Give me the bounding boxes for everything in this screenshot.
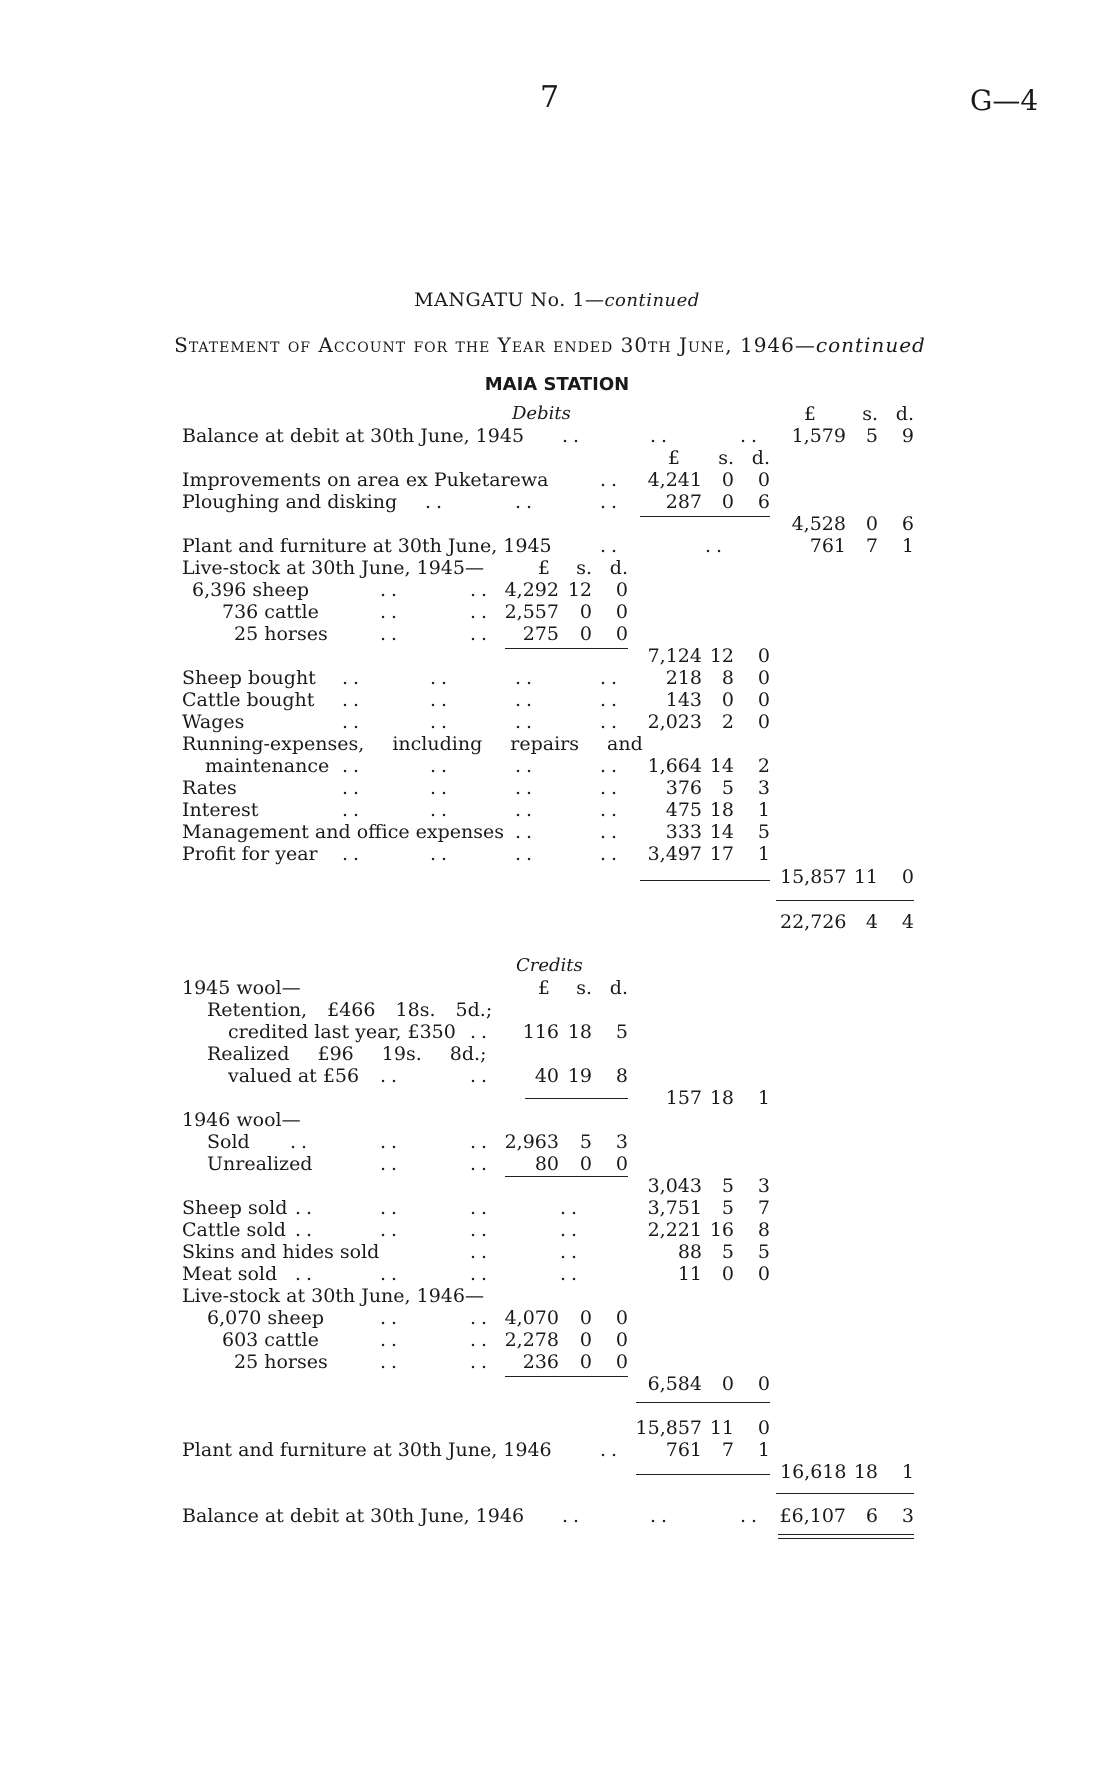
amount-pence: 0	[757, 667, 770, 689]
leader-dots: ..	[430, 777, 453, 799]
leader-dots: ..	[295, 1197, 318, 1219]
amount-shillings: 18	[853, 1461, 878, 1483]
livestock-1946-total-row	[0, 1373, 1114, 1395]
amount-pence: 1	[901, 1461, 914, 1483]
leader-dots: ..	[430, 755, 453, 777]
amount-pence: 7	[757, 1197, 770, 1219]
leader-dots: ..	[515, 799, 538, 821]
leader-dots: ..	[515, 711, 538, 733]
realized-label-cont: valued at £56	[228, 1065, 360, 1087]
amount-pence: 0	[901, 866, 914, 888]
livestock-item-label: 6,396 sheep	[192, 579, 310, 601]
leader-dots: ..	[470, 1351, 493, 1373]
retention-row	[0, 1021, 1114, 1043]
leader-dots: ..	[600, 755, 623, 777]
plant-1945-row	[0, 535, 1114, 557]
amount-shillings: 12	[709, 645, 734, 667]
leader-dots: ..	[600, 689, 623, 711]
amount-shillings: 12	[567, 579, 592, 601]
amount-shillings: 4	[865, 911, 878, 933]
leader-dots: ..	[515, 491, 538, 513]
col-head-pounds: £	[537, 977, 550, 999]
leader-dots: ..	[560, 1197, 583, 1219]
amount-pounds: 6,584	[647, 1373, 702, 1395]
amount-pence: 0	[757, 645, 770, 667]
amount-pounds: 3,751	[647, 1197, 702, 1219]
col-head-pence: d.	[609, 977, 628, 999]
amount-pounds: 15,857	[635, 1417, 702, 1439]
amount-shillings: 5	[579, 1131, 592, 1153]
leader-dots: ..	[650, 425, 673, 447]
amount-pence: 0	[757, 711, 770, 733]
amount-shillings: 18	[709, 799, 734, 821]
amount-pounds: 80	[534, 1153, 559, 1175]
leader-dots: ..	[380, 623, 403, 645]
amount-pounds: 2,023	[647, 711, 702, 733]
leader-dots: ..	[562, 425, 585, 447]
livestock-1946-item	[0, 1351, 1114, 1373]
amount-pounds: 1,579	[791, 425, 846, 447]
sale-label: Meat sold	[182, 1263, 278, 1285]
improvements-total-row	[0, 513, 1114, 535]
leader-dots: ..	[380, 1329, 403, 1351]
expense-label: Rates	[182, 777, 237, 799]
leader-dots: ..	[470, 579, 493, 601]
leader-dots: ..	[380, 1263, 403, 1285]
leader-dots: ..	[430, 711, 453, 733]
running-expenses-row	[0, 755, 1114, 777]
sale-row	[0, 1241, 1114, 1263]
amount-pounds: 2,278	[504, 1329, 559, 1351]
amount-pence: 0	[615, 601, 628, 623]
credits-subtotal-row	[0, 1417, 1114, 1439]
leader-dots: ..	[740, 425, 763, 447]
amount-pounds: 4,292	[504, 579, 559, 601]
expense-row	[0, 843, 1114, 865]
livestock-item-label: 25 horses	[234, 1351, 328, 1373]
livestock-1945-item	[0, 601, 1114, 623]
amount-pounds: 761	[665, 1439, 702, 1461]
leader-dots: ..	[425, 491, 448, 513]
amount-shillings: 14	[709, 821, 734, 843]
leader-dots: ..	[600, 491, 623, 513]
amount-pence: 0	[615, 623, 628, 645]
amount-shillings: 16	[709, 1219, 734, 1241]
report-title-text: MANGATU No. 1—	[414, 289, 605, 311]
leader-dots: ..	[515, 755, 538, 777]
ploughing-label: Ploughing and disking	[182, 491, 398, 513]
debits-inner-column-headings	[0, 447, 1114, 469]
amount-pounds: 3,497	[647, 843, 702, 865]
improvements-row	[0, 469, 1114, 491]
expense-row	[0, 777, 1114, 799]
realized-label-row	[0, 1043, 1114, 1065]
retention-label: Retention, £466 18s. 5d.;	[207, 999, 493, 1021]
amount-pence: 3	[757, 777, 770, 799]
livestock-1945-item	[0, 623, 1114, 645]
amount-pence: 4	[901, 911, 914, 933]
debits-heading: Debits	[512, 403, 571, 424]
amount-pounds: 333	[665, 821, 702, 843]
amount-shillings: 0	[721, 689, 734, 711]
livestock-item-label: 736 cattle	[222, 601, 319, 623]
leader-dots: ..	[470, 1153, 493, 1175]
amount-pounds: 4,241	[647, 469, 702, 491]
amount-pence: 1	[757, 1439, 770, 1461]
amount-shillings: 0	[579, 1153, 592, 1175]
amount-shillings: 18	[709, 1087, 734, 1109]
amount-pence: 0	[757, 1373, 770, 1395]
leader-dots: ..	[650, 1505, 673, 1527]
debit-balance-1945-row	[0, 425, 1114, 447]
amount-pence: 0	[757, 1417, 770, 1439]
leader-dots: ..	[515, 843, 538, 865]
livestock-1945-heading-row	[0, 557, 1114, 579]
wool-1946-label: 1946 wool—	[182, 1109, 301, 1131]
amount-shillings: 5	[721, 777, 734, 799]
leader-dots: ..	[342, 689, 365, 711]
leader-dots: ..	[342, 667, 365, 689]
expense-label: Sheep bought	[182, 667, 316, 689]
amount-pence: 3	[757, 1175, 770, 1197]
livestock-1946-label: Live-stock at 30th June, 1946—	[182, 1285, 484, 1307]
wool-1946-item	[0, 1131, 1114, 1153]
leader-dots: ..	[600, 821, 623, 843]
col-head-pounds: £	[537, 557, 550, 579]
amount-shillings: 0	[579, 1329, 592, 1351]
leader-dots: ..	[560, 1263, 583, 1285]
livestock-1946-item	[0, 1329, 1114, 1351]
amount-shillings: 11	[709, 1417, 734, 1439]
leader-dots: ..	[515, 667, 538, 689]
livestock-item-label: 603 cattle	[222, 1329, 319, 1351]
expense-label: Profit for year	[182, 843, 318, 865]
leader-dots: ..	[560, 1241, 583, 1263]
running-expenses-label-cont: maintenance	[205, 755, 330, 777]
report-title-suffix: continued	[604, 290, 700, 311]
amount-pounds: 88	[677, 1241, 702, 1263]
debit-balance-1945-label: Balance at debit at 30th June, 1945	[182, 425, 525, 447]
amount-pence: 5	[757, 1241, 770, 1263]
amount-pence: 0	[757, 469, 770, 491]
running-expenses-label: Running-expenses, including repairs and	[182, 733, 643, 755]
leader-dots: ..	[380, 1153, 403, 1175]
livestock-item-label: 25 horses	[234, 623, 328, 645]
running-expenses-label-row	[0, 733, 1114, 755]
col-head-pence: d.	[895, 403, 914, 425]
amount-pounds: 16,618	[780, 1461, 847, 1483]
amount-pounds: 2,963	[504, 1131, 559, 1153]
amount-pounds: 3,043	[647, 1175, 702, 1197]
amount-shillings: 0	[721, 1263, 734, 1285]
livestock-1945-item	[0, 579, 1114, 601]
leader-dots: ..	[290, 1131, 313, 1153]
plant-1945-label: Plant and furniture at 30th June, 1945	[182, 535, 552, 557]
leader-dots: ..	[295, 1263, 318, 1285]
leader-dots: ..	[342, 799, 365, 821]
col-head-shillings: s.	[576, 557, 592, 579]
amount-shillings: 5	[721, 1175, 734, 1197]
statement-title	[100, 333, 1000, 357]
improvements-label: Improvements on area ex Puketarewa	[182, 469, 549, 491]
realized-label: Realized £96 19s. 8d.;	[207, 1043, 487, 1065]
wool-1945-total-row	[0, 1087, 1114, 1109]
amount-pence: 5	[757, 821, 770, 843]
amount-shillings: 0	[579, 601, 592, 623]
amount-shillings: 6	[865, 1505, 878, 1527]
page-number: 7	[540, 80, 560, 115]
debits-grand-total-row	[0, 911, 1114, 933]
retention-label-cont: credited last year, £350	[228, 1021, 456, 1043]
leader-dots: ..	[342, 843, 365, 865]
sale-label: Skins and hides sold	[182, 1241, 380, 1263]
amount-shillings: 0	[579, 1351, 592, 1373]
amount-pounds: 236	[522, 1351, 559, 1373]
leader-dots: ..	[430, 843, 453, 865]
amount-pounds: 11	[677, 1263, 702, 1285]
leader-dots: ..	[470, 1263, 493, 1285]
wool-1946-total-row	[0, 1175, 1114, 1197]
expense-label: Interest	[182, 799, 259, 821]
credits-heading: Credits	[516, 955, 583, 976]
amount-pence: 2	[757, 755, 770, 777]
amount-pence: 9	[901, 425, 914, 447]
leader-dots: ..	[342, 777, 365, 799]
leader-dots: ..	[705, 535, 728, 557]
amount-shillings: 14	[709, 755, 734, 777]
debits-outer-column-headings	[0, 403, 1114, 425]
leader-dots: ..	[600, 667, 623, 689]
amount-pounds: 2,557	[504, 601, 559, 623]
leader-dots: ..	[470, 1065, 493, 1087]
wool-1946-item	[0, 1153, 1114, 1175]
leader-dots: ..	[380, 1197, 403, 1219]
leader-dots: ..	[562, 1505, 585, 1527]
amount-pence: 6	[901, 513, 914, 535]
livestock-1945-label: Live-stock at 30th June, 1945—	[182, 557, 484, 579]
amount-pounds: 22,726	[780, 911, 847, 933]
amount-pence: 0	[615, 579, 628, 601]
leader-dots: ..	[600, 711, 623, 733]
amount-pounds: 2,221	[647, 1219, 702, 1241]
col-head-shillings: s.	[576, 977, 592, 999]
livestock-1946-heading-row	[0, 1285, 1114, 1307]
debits-subtotal-row	[0, 866, 1114, 888]
amount-pounds: 4,528	[791, 513, 846, 535]
amount-pounds: 7,124	[647, 645, 702, 667]
amount-shillings: 11	[853, 866, 878, 888]
credit-balance-1946-row	[0, 1505, 1114, 1527]
amount-pence: 3	[901, 1505, 914, 1527]
report-title	[0, 289, 1114, 311]
leader-dots: ..	[470, 601, 493, 623]
sale-row	[0, 1263, 1114, 1285]
sale-label: Cattle sold	[182, 1219, 286, 1241]
leader-dots: ..	[470, 1219, 493, 1241]
amount-shillings: 7	[721, 1439, 734, 1461]
leader-dots: ..	[560, 1219, 583, 1241]
amount-shillings: 5	[865, 425, 878, 447]
subtotal-rule	[636, 1402, 770, 1403]
wool-item-label: Unrealized	[207, 1153, 313, 1175]
col-head-shillings: s.	[718, 447, 734, 469]
leader-dots: ..	[430, 667, 453, 689]
amount-shillings: 2	[721, 711, 734, 733]
amount-shillings: 5	[721, 1197, 734, 1219]
amount-pence: 1	[757, 799, 770, 821]
amount-pence: 8	[615, 1065, 628, 1087]
leader-dots: ..	[470, 1197, 493, 1219]
livestock-item-label: 6,070 sheep	[207, 1307, 325, 1329]
leader-dots: ..	[342, 755, 365, 777]
leader-dots: ..	[515, 689, 538, 711]
sale-row	[0, 1197, 1114, 1219]
retention-label-row	[0, 999, 1114, 1021]
amount-pence: 0	[615, 1329, 628, 1351]
leader-dots: ..	[380, 1351, 403, 1373]
leader-dots: ..	[342, 711, 365, 733]
leader-dots: ..	[515, 777, 538, 799]
document-reference: G—4	[970, 84, 1039, 117]
leader-dots: ..	[380, 1065, 403, 1087]
expense-label: Cattle bought	[182, 689, 315, 711]
amount-pence: 0	[757, 1263, 770, 1285]
leader-dots: ..	[470, 1241, 493, 1263]
leader-dots: ..	[380, 1307, 403, 1329]
amount-pence: 0	[615, 1307, 628, 1329]
amount-pence: 0	[615, 1351, 628, 1373]
amount-pounds: 4,070	[504, 1307, 559, 1329]
wool-1945-label: 1945 wool—	[182, 977, 301, 999]
wool-1946-heading-row	[0, 1109, 1114, 1131]
amount-shillings: 0	[721, 1373, 734, 1395]
station-title: MAIA STATION	[484, 374, 630, 395]
amount-pence: 6	[757, 491, 770, 513]
amount-shillings: 0	[721, 491, 734, 513]
leader-dots: ..	[600, 843, 623, 865]
col-head-pence: d.	[609, 557, 628, 579]
credits-total-row	[0, 1461, 1114, 1483]
amount-shillings: 19	[567, 1065, 592, 1087]
leader-dots: ..	[380, 579, 403, 601]
amount-pounds: 287	[665, 491, 702, 513]
leader-dots: ..	[295, 1219, 318, 1241]
amount-shillings: 17	[709, 843, 734, 865]
sale-label: Sheep sold	[182, 1197, 288, 1219]
amount-shillings: 7	[865, 535, 878, 557]
total-rule	[776, 900, 914, 901]
leader-dots: ..	[430, 799, 453, 821]
amount-pounds: 40	[534, 1065, 559, 1087]
leader-dots: ..	[430, 689, 453, 711]
double-rule	[778, 1534, 914, 1539]
amount-pounds: 15,857	[780, 866, 847, 888]
expense-row	[0, 711, 1114, 733]
plant-1946-row	[0, 1439, 1114, 1461]
amount-pounds: 376	[665, 777, 702, 799]
amount-pounds: 761	[809, 535, 846, 557]
amount-pounds: 143	[665, 689, 702, 711]
amount-pence: 1	[901, 535, 914, 557]
leader-dots: ..	[380, 601, 403, 623]
amount-pounds: 475	[665, 799, 702, 821]
leader-dots: ..	[470, 1329, 493, 1351]
statement-title-suffix: continued	[815, 333, 926, 357]
amount-shillings: 8	[721, 667, 734, 689]
wool-item-label: Sold	[207, 1131, 250, 1153]
amount-pence: 0	[757, 689, 770, 711]
expense-row	[0, 821, 1114, 843]
leader-dots: ..	[600, 799, 623, 821]
leader-dots: ..	[380, 1219, 403, 1241]
livestock-1946-item	[0, 1307, 1114, 1329]
leader-dots: ..	[740, 1505, 763, 1527]
amount-shillings: 0	[579, 1307, 592, 1329]
expense-label: Wages	[182, 711, 245, 733]
amount-shillings: 18	[567, 1021, 592, 1043]
statement-title-text: Statement of Account for the Year ended 30th June, 1946—	[174, 333, 816, 357]
amount-pounds: 275	[522, 623, 559, 645]
expense-row	[0, 799, 1114, 821]
amount-pounds: 218	[665, 667, 702, 689]
amount-shillings: 0	[865, 513, 878, 535]
amount-pence: 3	[615, 1131, 628, 1153]
amount-pounds: 116	[522, 1021, 559, 1043]
amount-pounds: 157	[665, 1087, 702, 1109]
amount-shillings: 0	[579, 623, 592, 645]
livestock-1945-total-row	[0, 645, 1114, 667]
leader-dots: ..	[470, 1021, 493, 1043]
leader-dots: ..	[600, 1439, 623, 1461]
expense-label: Management and office expenses	[182, 821, 504, 843]
wool-1945-heading-row	[0, 977, 1114, 999]
leader-dots: ..	[515, 821, 538, 843]
expense-row	[0, 667, 1114, 689]
leader-dots: ..	[470, 1307, 493, 1329]
expense-row	[0, 689, 1114, 711]
col-head-pounds: £	[803, 403, 816, 425]
leader-dots: ..	[600, 535, 623, 557]
amount-pounds: 1,664	[647, 755, 702, 777]
sale-row	[0, 1219, 1114, 1241]
ploughing-row	[0, 491, 1114, 513]
amount-pence: 1	[757, 1087, 770, 1109]
amount-pounds: £6,107	[779, 1505, 846, 1527]
amount-pence: 5	[615, 1021, 628, 1043]
leader-dots: ..	[380, 1131, 403, 1153]
amount-shillings: 5	[721, 1241, 734, 1263]
leader-dots: ..	[600, 469, 623, 491]
amount-pence: 1	[757, 843, 770, 865]
col-head-pounds: £	[667, 447, 680, 469]
realized-row	[0, 1065, 1114, 1087]
leader-dots: ..	[470, 623, 493, 645]
leader-dots: ..	[600, 777, 623, 799]
col-head-pence: d.	[751, 447, 770, 469]
amount-pence: 0	[615, 1153, 628, 1175]
col-head-shillings: s.	[862, 403, 878, 425]
amount-shillings: 0	[721, 469, 734, 491]
leader-dots: ..	[470, 1131, 493, 1153]
amount-pence: 8	[757, 1219, 770, 1241]
total-rule	[776, 1493, 914, 1494]
plant-1946-label: Plant and furniture at 30th June, 1946	[182, 1439, 552, 1461]
credit-balance-1946-label: Balance at debit at 30th June, 1946	[182, 1505, 525, 1527]
